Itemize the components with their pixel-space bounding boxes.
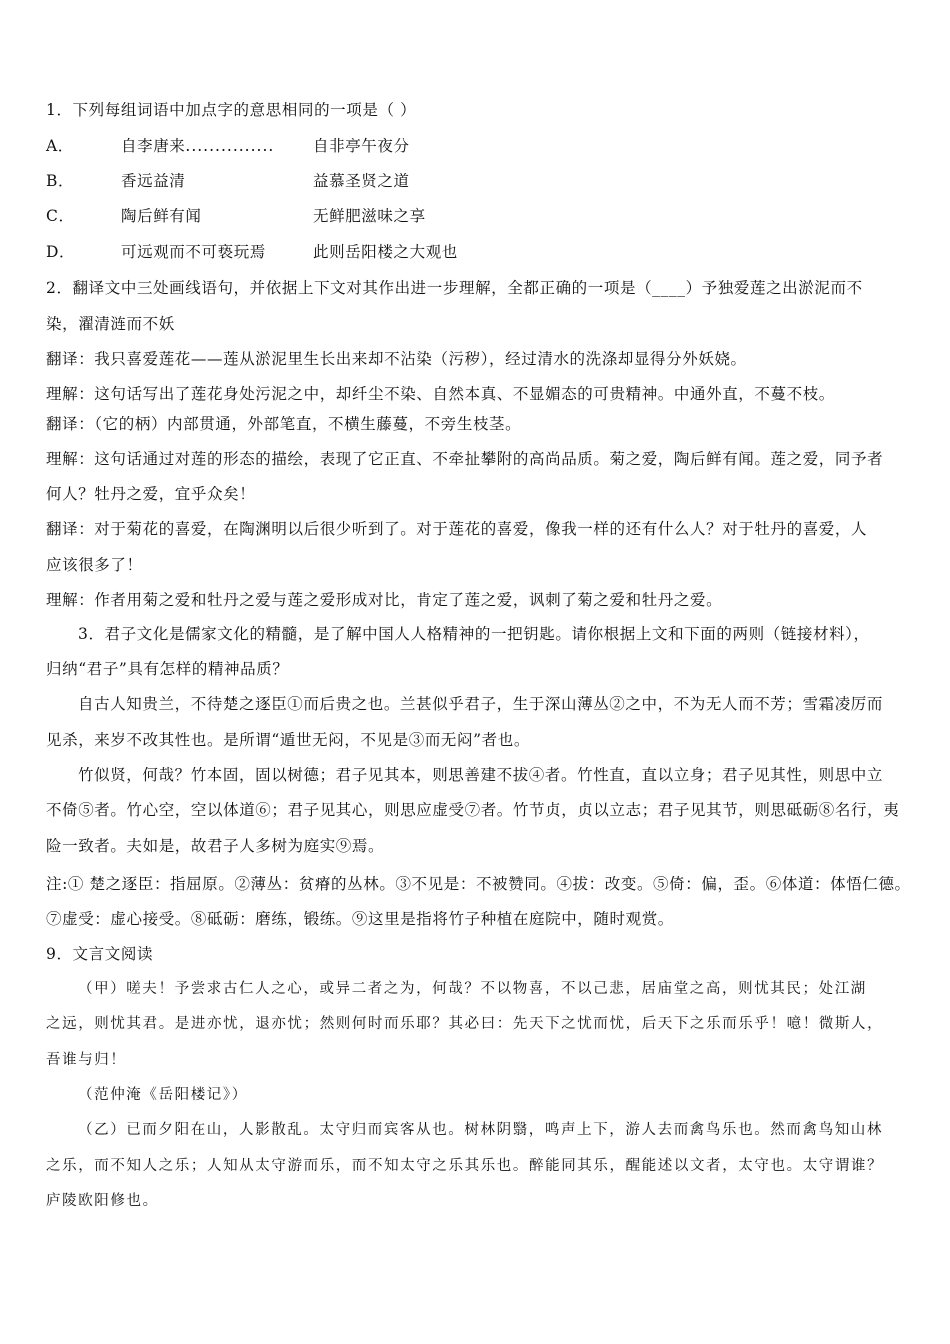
q2-translation: 翻译：（它的柄）内部贯通，外部笔直，不横生藤蔓，不旁生枝茎。 bbox=[46, 415, 522, 433]
option-right: 此则岳阳楼之大观也 bbox=[313, 243, 458, 261]
q1-stem: 1．下列每组词语中加点字的意思相同的一项是（ ） bbox=[46, 101, 417, 119]
q9-passage-line: 之远，则忧其君。是进亦忧，退亦忧；然则何时而乐耶？其必曰：先天下之忧而忧，后天下之乐而乐乎！噫！微斯人， bbox=[46, 1016, 884, 1032]
q3-passage-line: 见杀，来岁不改其性也。是所谓“遁世无闷，不见是③而无闷”者也。 bbox=[46, 731, 530, 749]
q9-passage-line: 之乐，而不知人之乐；人知从太守游而乐，而不知太守之乐其乐也。醉能同其乐，醒能述以文者，太守也。太守谓谁？ bbox=[46, 1158, 884, 1174]
q2-understanding: 理解：这句话写出了莲花身处污泥之中，却纤尘不染、自然本真、不显媚态的可贵精神。中通外直，不蔓不枝。 bbox=[46, 385, 835, 403]
q2-text-line: 应该很多了！ bbox=[46, 556, 143, 574]
q9-passage-line: （乙）已而夕阳在山，人影散乱。太守归而宾客从也。树林阴翳，鸣声上下，游人去而禽鸟乐也。然而禽鸟知山林 bbox=[78, 1122, 883, 1138]
option-label: A． bbox=[46, 137, 74, 155]
q3-stem-cont: 归纳“君子”具有怎样的精神品质？ bbox=[46, 660, 289, 678]
q2-translation: 翻译：我只喜爱莲花——莲从淤泥里生长出来却不沾染（污秽），经过清水的洗涤却显得分外妖娆。 bbox=[46, 350, 747, 368]
option-right: 无鲜肥滋味之享 bbox=[313, 207, 426, 225]
option-label: B． bbox=[46, 172, 75, 190]
option-right: 自非亭午夜分 bbox=[313, 137, 410, 155]
option-left: 自李唐来............... bbox=[121, 137, 275, 155]
q9-passage-line: 庐陵欧阳修也。 bbox=[46, 1193, 159, 1209]
option-right: 益慕圣贤之道 bbox=[313, 172, 410, 190]
q1-option-a[interactable] bbox=[46, 136, 906, 156]
option-label: C． bbox=[46, 207, 75, 225]
option-label: D． bbox=[46, 243, 76, 261]
q9-source: （范仲淹《岳阳楼记》） bbox=[78, 1087, 248, 1103]
q1-option-c[interactable] bbox=[46, 206, 906, 226]
q3-notes: 注:① 楚之逐臣：指屈原。②薄丛：贫瘠的丛林。③不见是：不被赞同。④拔：改变。⑤倚：偏，歪。⑥体道：体悟仁德。 bbox=[46, 875, 911, 893]
q3-passage-line: 自古人知贵兰，不待楚之逐臣①而后贵之也。兰甚似乎君子，生于深山薄丛②之中，不为无人而不芳；雪霜凌厉而 bbox=[78, 695, 884, 713]
q3-passage-line: 竹似贤，何哉？竹本固，固以树德；君子见其本，则思善建不拔④者。竹性直，直以立身；君子见其性，则思中立 bbox=[78, 766, 884, 784]
q2-understanding: 理解：这句话通过对莲的形态的描绘，表现了它正直、不牵扯攀附的高尚品质。菊之爱，陶后鲜有闻。莲之爱，同予者 bbox=[46, 450, 884, 468]
option-left: 可远观而不可亵玩焉 bbox=[121, 243, 266, 261]
q3-notes: ⑦虚受：虚心接受。⑧砥砺：磨练，锻练。⑨这里是指将竹子种植在庭院中，随时观赏。 bbox=[46, 910, 674, 928]
q1-option-b[interactable] bbox=[46, 171, 906, 191]
q9-passage-line: 吾谁与归！ bbox=[46, 1052, 127, 1068]
q3-stem: 3．君子文化是儒家文化的精髓，是了解中国人人格精神的一把钥匙。请你根据上文和下面的两则（链接材料）， bbox=[78, 625, 870, 643]
q2-translation: 翻译：对于菊花的喜爱，在陶渊明以后很少听到了。对于莲花的喜爱，像我一样的还有什么人？对于牡丹的喜爱，人 bbox=[46, 520, 868, 538]
option-left: 陶后鲜有闻 bbox=[121, 207, 202, 225]
q1-option-d[interactable] bbox=[46, 242, 906, 262]
q9-title: 9．文言文阅读 bbox=[46, 945, 154, 963]
q9-passage-line: （甲）嗟夫！予尝求古仁人之心，或异二者之为，何哉？不以物喜，不以己悲，居庙堂之高，则忧其民；处江湖 bbox=[78, 981, 867, 997]
dotted-leader: ............... bbox=[185, 137, 275, 155]
q2-text-line: 何人？牡丹之爱，宜乎众矣！ bbox=[46, 485, 256, 503]
q3-passage-line: 不倚⑤者。竹心空，空以体道⑥；君子见其心，则思应虚受⑦者。竹节贞，贞以立志；君子见其节，则思砥砺⑧名行，夷 bbox=[46, 801, 900, 819]
q2-understanding: 理解：作者用菊之爱和牡丹之爱与莲之爱形成对比，肯定了莲之爱，讽刺了菊之爱和牡丹之爱。 bbox=[46, 591, 723, 609]
q3-passage-line: 险一致者。夫如是，故君子人多树为庭实⑨焉。 bbox=[46, 837, 385, 855]
option-left: 香远益清 bbox=[121, 172, 186, 190]
q2-stem: 2．翻译文中三处画线语句，并依据上下文对其作出进一步理解，全都正确的一项是（____）予独爱莲之出淤泥而不 bbox=[46, 279, 863, 297]
q2-stem-cont: 染，濯清涟而不妖 bbox=[46, 315, 175, 333]
